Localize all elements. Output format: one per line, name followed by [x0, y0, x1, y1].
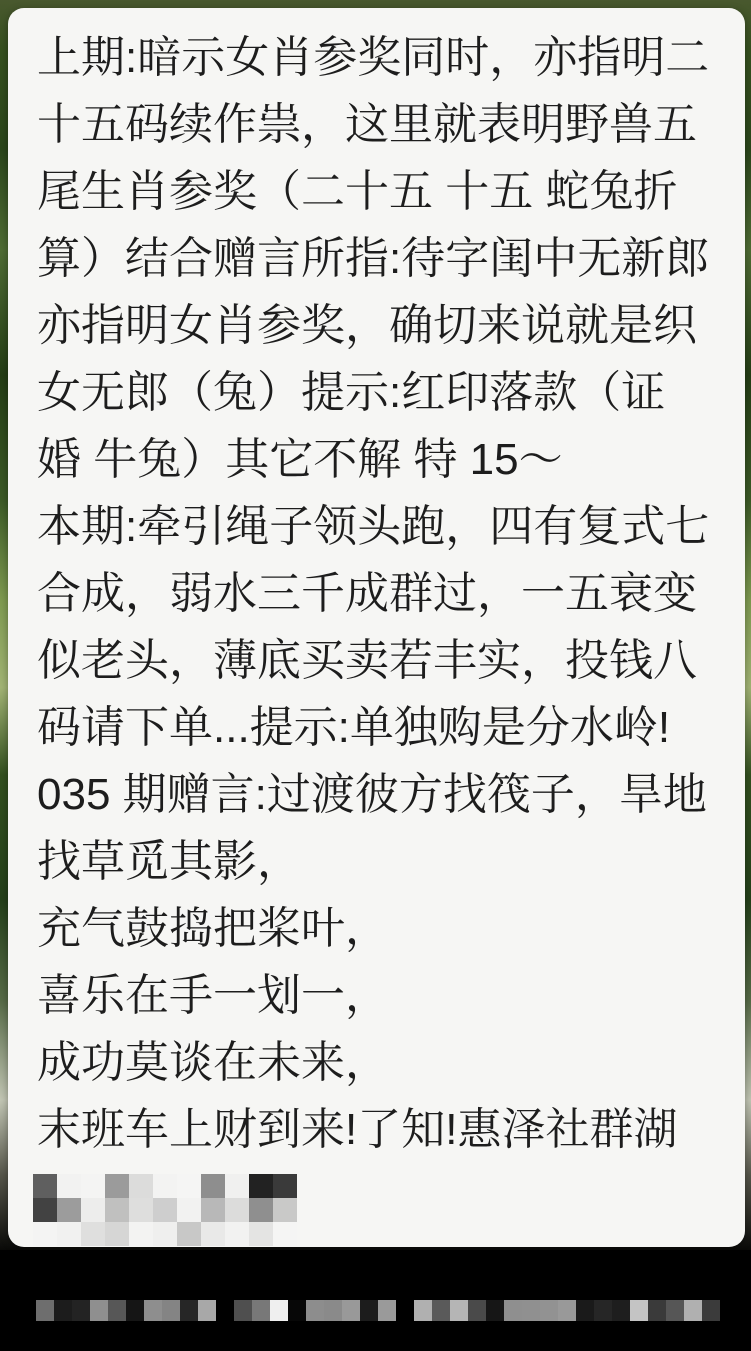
censor-cell — [225, 1198, 249, 1222]
censor-block — [576, 1300, 594, 1321]
text-line: 找草觅其影， — [37, 837, 301, 886]
censor-block — [216, 1300, 234, 1321]
censor-block — [126, 1300, 144, 1321]
censor-block — [288, 1300, 306, 1321]
censor-block — [342, 1300, 360, 1321]
censor-cell — [81, 1174, 105, 1198]
censor-block — [396, 1300, 414, 1321]
text-card — [8, 8, 745, 1247]
censor-cell — [201, 1222, 225, 1246]
censor-block — [468, 1300, 486, 1321]
censor-cell — [249, 1222, 273, 1246]
text-line: 充气鼓捣把桨叶， — [37, 904, 389, 953]
censor-cell — [57, 1174, 81, 1198]
text-line: 末班车上财到来!了知!惠泽社群湖 — [37, 1105, 678, 1154]
text-line: 成功莫谈在未来， — [37, 1038, 389, 1087]
text-line: 035 期赠言:过渡彼方找筏子，旱地 — [37, 770, 707, 819]
censor-block — [108, 1300, 126, 1321]
censor-block — [234, 1300, 252, 1321]
censor-cell — [81, 1198, 105, 1222]
censor-block — [486, 1300, 504, 1321]
censor-block — [198, 1300, 216, 1321]
text-line: 尾生肖参奖（二十五 十五 蛇兔折 — [37, 167, 678, 216]
censor-cell — [105, 1174, 129, 1198]
censor-block — [270, 1300, 288, 1321]
censor-block — [180, 1300, 198, 1321]
censor-block — [252, 1300, 270, 1321]
censor-block — [360, 1300, 378, 1321]
censor-block — [414, 1300, 432, 1321]
censor-block — [612, 1300, 630, 1321]
text-line: 码请下单...提示:单独购是分水岭! — [37, 703, 671, 752]
text-line: 喜乐在手一划一， — [37, 971, 389, 1020]
censor-block — [432, 1300, 450, 1321]
text-line: 女无郎（兔）提示:红印落款（证 — [37, 368, 666, 417]
censor-cell — [129, 1198, 153, 1222]
censor-cell — [225, 1174, 249, 1198]
censor-block — [144, 1300, 162, 1321]
censor-block — [378, 1300, 396, 1321]
censor-cell — [153, 1198, 177, 1222]
censor-cell — [33, 1222, 57, 1246]
text-line: 合成，弱水三千成群过，一五衰变 — [37, 569, 697, 618]
censor-block — [450, 1300, 468, 1321]
censor-block — [72, 1300, 90, 1321]
censor-cell — [129, 1174, 153, 1198]
censor-cell — [177, 1198, 201, 1222]
censor-cell — [57, 1222, 81, 1246]
censor-cell — [81, 1222, 105, 1246]
censor-block — [90, 1300, 108, 1321]
text-line: 似老头，薄底买卖若丰实，投钱八 — [37, 636, 697, 685]
text-line: 上期:暗示女肖参奖同时，亦指明二 — [37, 33, 710, 82]
censor-cell — [249, 1198, 273, 1222]
censor-cell — [201, 1174, 225, 1198]
censor-block — [702, 1300, 720, 1321]
censor-block — [630, 1300, 648, 1321]
censor-cell — [153, 1222, 177, 1246]
censor-cell — [201, 1198, 225, 1222]
censor-block — [648, 1300, 666, 1321]
censor-block — [594, 1300, 612, 1321]
prediction-text — [37, 24, 739, 1163]
censor-cell — [129, 1222, 153, 1246]
censor-cell — [105, 1222, 129, 1246]
bottom-black-bar — [0, 1250, 751, 1351]
censor-cell — [273, 1174, 297, 1198]
text-line: 亦指明女肖参奖，确切来说就是织 — [37, 301, 697, 350]
text-line: 婚 牛兔）其它不解 特 15～ — [37, 435, 563, 484]
text-line: 十五码续作祟，这里就表明野兽五 — [37, 100, 697, 149]
text-line: 算）结合赠言所指:待字闺中无新郎 — [37, 234, 710, 283]
censor-block — [36, 1300, 54, 1321]
censor-cell — [33, 1174, 57, 1198]
censor-cell — [105, 1198, 129, 1222]
censor-block — [522, 1300, 540, 1321]
censor-cell — [249, 1174, 273, 1198]
censor-block — [684, 1300, 702, 1321]
censor-block — [504, 1300, 522, 1321]
censor-cell — [273, 1198, 297, 1222]
censor-block — [558, 1300, 576, 1321]
censor-cell — [273, 1222, 297, 1246]
censor-block — [324, 1300, 342, 1321]
text-line: 本期:牵引绳子领头跑，四有复式七 — [37, 502, 710, 551]
censored-mosaic-strip — [36, 1300, 720, 1321]
censor-block — [162, 1300, 180, 1321]
censor-cell — [225, 1222, 249, 1246]
censor-cell — [33, 1198, 57, 1222]
censor-cell — [177, 1222, 201, 1246]
censored-mosaic-patch — [33, 1174, 297, 1246]
censor-block — [666, 1300, 684, 1321]
censor-block — [540, 1300, 558, 1321]
censor-cell — [57, 1198, 81, 1222]
censor-cell — [153, 1174, 177, 1198]
censor-block — [54, 1300, 72, 1321]
censor-cell — [177, 1174, 201, 1198]
censor-block — [306, 1300, 324, 1321]
